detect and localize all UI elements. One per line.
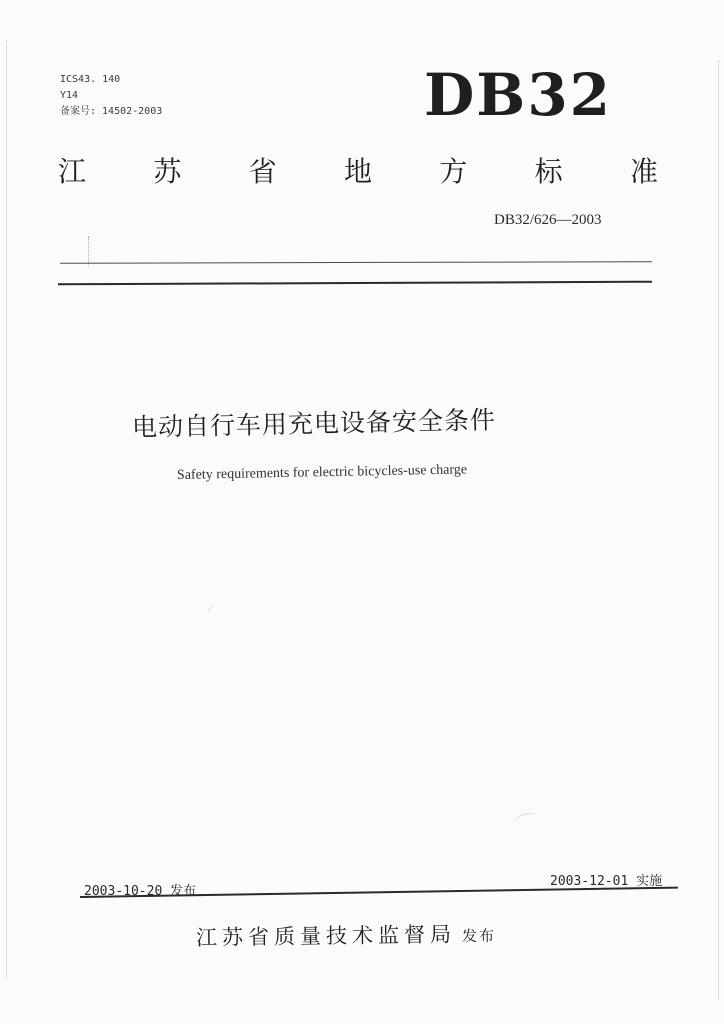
scan-mark [88, 236, 89, 266]
document-subtitle: Safety requirements for electric bicycles-use charge [176, 462, 468, 483]
header-divider-thin [60, 261, 652, 264]
classification-block [60, 72, 162, 120]
title-char: 省 [248, 155, 277, 188]
ics-code: ICS43. 140 [60, 74, 121, 85]
title-char: 地 [343, 155, 372, 188]
scan-smudge: ✓ [206, 604, 215, 615]
scan-edge-left [6, 40, 8, 980]
scan-edge-right [718, 60, 720, 1000]
publisher-name: 江苏省质量技术监督局 [195, 922, 457, 950]
standard-category-title [58, 150, 658, 190]
standard-logo: DB32 [424, 61, 613, 129]
title-char: 标 [534, 155, 563, 188]
publisher-suffix: 发布 [461, 926, 497, 946]
publisher-line [196, 918, 496, 952]
title-char: 苏 [153, 155, 182, 188]
implementation-date: 2003-12-01 实施 [550, 874, 663, 889]
document-title: 电动自行车用充电设备安全条件 [131, 405, 497, 442]
standard-number: DB32/626—2003 [494, 212, 602, 228]
header-divider-thick [58, 281, 652, 286]
record-number: 备案号: 14502-2003 [60, 106, 163, 117]
title-char: 准 [629, 155, 658, 188]
class-code: Y14 [60, 90, 79, 101]
title-char: 江 [58, 155, 87, 188]
faint-stamp-mark: ⌒ [513, 810, 542, 841]
issue-date: 2003-10-20 发布 [84, 884, 197, 899]
title-char: 方 [439, 155, 468, 188]
